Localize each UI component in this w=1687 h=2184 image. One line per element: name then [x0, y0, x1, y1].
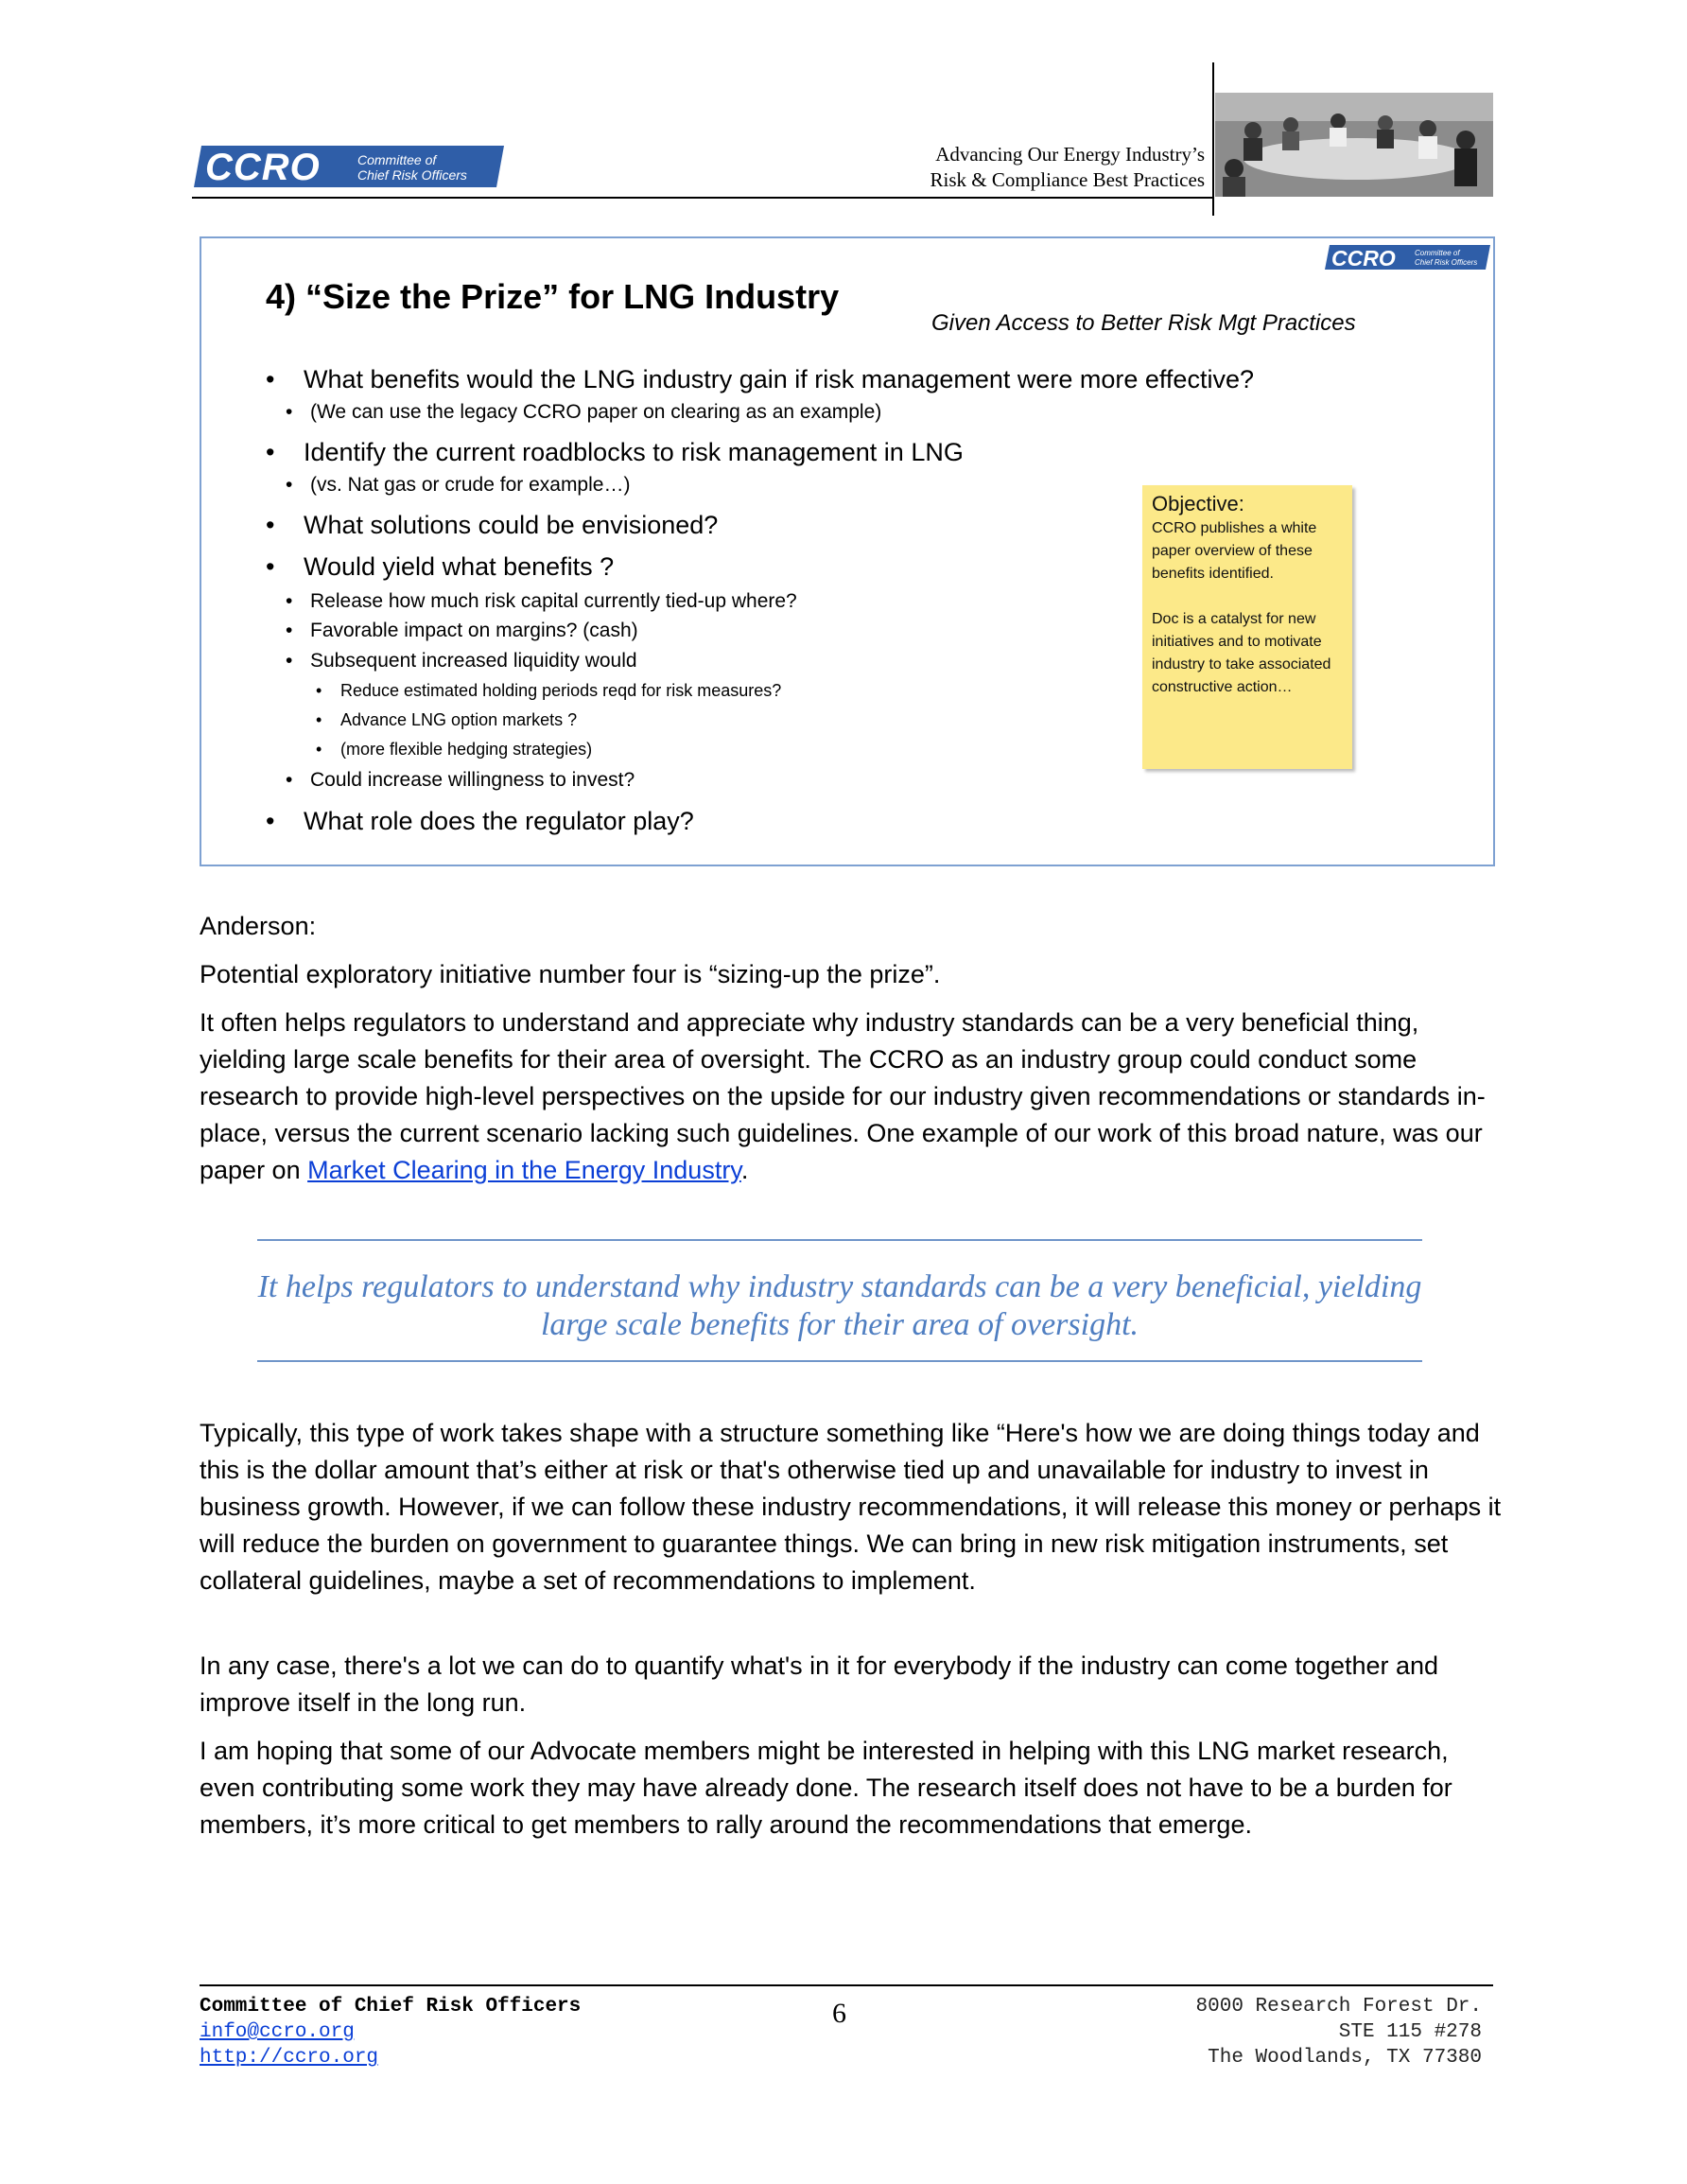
sticky-text-2: Doc is a catalyst for new initiatives and to motivate industry to take associated constructive action… [1152, 611, 1331, 695]
header-tagline [808, 142, 1205, 193]
svg-text:Committee of: Committee of [357, 152, 437, 167]
bullet-item: • What role does the regulator play? [266, 807, 694, 835]
footer-email-link[interactable]: info@ccro.org [200, 2021, 355, 2043]
bullet-item: • Favorable impact on margins? (cash) [286, 620, 638, 641]
paragraph-3: Typically, this type of work takes shape with a structure something like “Here's how we are doing things today and this is the dollar amount that’s either at risk or that's otherwise tied up and unavailable for industry to invest in business growth. However, if we can follow these industry recommendations, it will release this money or perhaps it will reduce the burden on government to guarantee things. We can bring in new risk mitigation instruments, set collateral guidelines, maybe a set of recommendations to implement. [200, 1419, 1502, 1595]
bullet-item: • Subsequent increased liquidity would [286, 650, 637, 672]
address-line-2: STE 115 #278 [1338, 2021, 1482, 2043]
footer-url-link[interactable]: http://ccro.org [200, 2047, 379, 2069]
svg-text:Chief Risk Officers: Chief Risk Officers [357, 167, 467, 183]
logo-text: CCRO [205, 147, 321, 188]
bullet-item: • Release how much risk capital currently tied-up where? [286, 590, 797, 612]
bullet-item: • What benefits would the LNG industry gain if risk management were more effective? [266, 365, 1254, 393]
tagline-line-2: Risk & Compliance Best Practices [930, 168, 1205, 191]
header-rule [192, 197, 1212, 199]
svg-text:Committee of: Committee of [1415, 249, 1460, 257]
paragraph-4: In any case, there's a lot we can do to quantify what's in it for everybody if the industry can come together and improve itself in the long run. [200, 1651, 1439, 1717]
slide-subtitle: Given Access to Better Risk Mgt Practices [931, 310, 1356, 336]
slide-title: 4) “Size the Prize” for LNG Industry [266, 277, 840, 316]
meeting-photo [1215, 93, 1493, 197]
bullet-item: • (more flexible hedging strategies) [316, 740, 593, 759]
sticky-text-1: CCRO publishes a white paper overview of these benefits identified. [1152, 520, 1317, 582]
bullet-item: • (vs. Nat gas or crude for example…) [286, 474, 631, 496]
pullquote: It helps regulators to understand why industry standards can be a very beneficial, yielding large scale benefits for their area of oversight. [257, 1269, 1422, 1342]
paragraph-1: Potential exploratory initiative number four is “sizing-up the prize”. [200, 960, 941, 988]
ccro-logo [192, 142, 508, 191]
footer-rule [200, 1984, 1493, 1986]
paragraph-2: It often helps regulators to understand and appreciate why industry standards can be a very beneficial thing, yielding large scale benefits for their area of oversight. The CCRO as an industry group could conduct some research to provide high-level perspectives on the upside for our industry given recommendations or standards in-place, versus the current scenario lacking such guidelines. One example of our work of this broad nature, was our paper on Market Clearing in the Energy Industry. [200, 1008, 1486, 1184]
pullquote-bottom-rule [257, 1360, 1422, 1362]
bullet-item: • Would yield what benefits ? [266, 552, 615, 581]
bullet-item: • Reduce estimated holding periods reqd for risk measures? [316, 681, 782, 700]
bullet-item: • Could increase willingness to invest? [286, 769, 635, 791]
bullet-item: • What solutions could be envisioned? [266, 511, 719, 539]
tagline-line-1: Advancing Our Energy Industry’s [935, 143, 1205, 166]
speaker-label: Anderson: [200, 912, 317, 940]
footer-address [1196, 1994, 1482, 2070]
sticky-heading: Objective: [1152, 492, 1244, 515]
bullet-item: • Identify the current roadblocks to risk management in LNG [266, 438, 964, 466]
pullquote-top-rule [257, 1239, 1422, 1241]
header-divider [1212, 62, 1214, 216]
footer-contact [200, 1994, 581, 2070]
footer-org: Committee of Chief Risk Officers [200, 1996, 582, 2018]
address-line-1: 8000 Research Forest Dr. [1195, 1996, 1482, 2018]
svg-text:Chief Risk Officers: Chief Risk Officers [1415, 258, 1478, 267]
bullet-item: • (We can use the legacy CCRO paper on clearing as an example) [286, 401, 882, 423]
objective-sticky-note [1142, 485, 1352, 769]
page-number: 6 [832, 1998, 846, 2029]
market-clearing-link[interactable]: Market Clearing in the Energy Industry [307, 1156, 741, 1184]
address-line-3: The Woodlands, TX 77380 [1208, 2047, 1482, 2069]
bullet-item: • Advance LNG option markets ? [316, 710, 578, 729]
slide-ccro-logo [1324, 243, 1492, 271]
paragraph-5: I am hoping that some of our Advocate members might be interested in helping with this LNG market research, even contributing some work they may have already done. The research itself does not have to be a burden for members, it’s more critical to get members to rally around the recommendations that emerge. [200, 1737, 1452, 1839]
slide-logo-text: CCRO [1331, 246, 1396, 271]
